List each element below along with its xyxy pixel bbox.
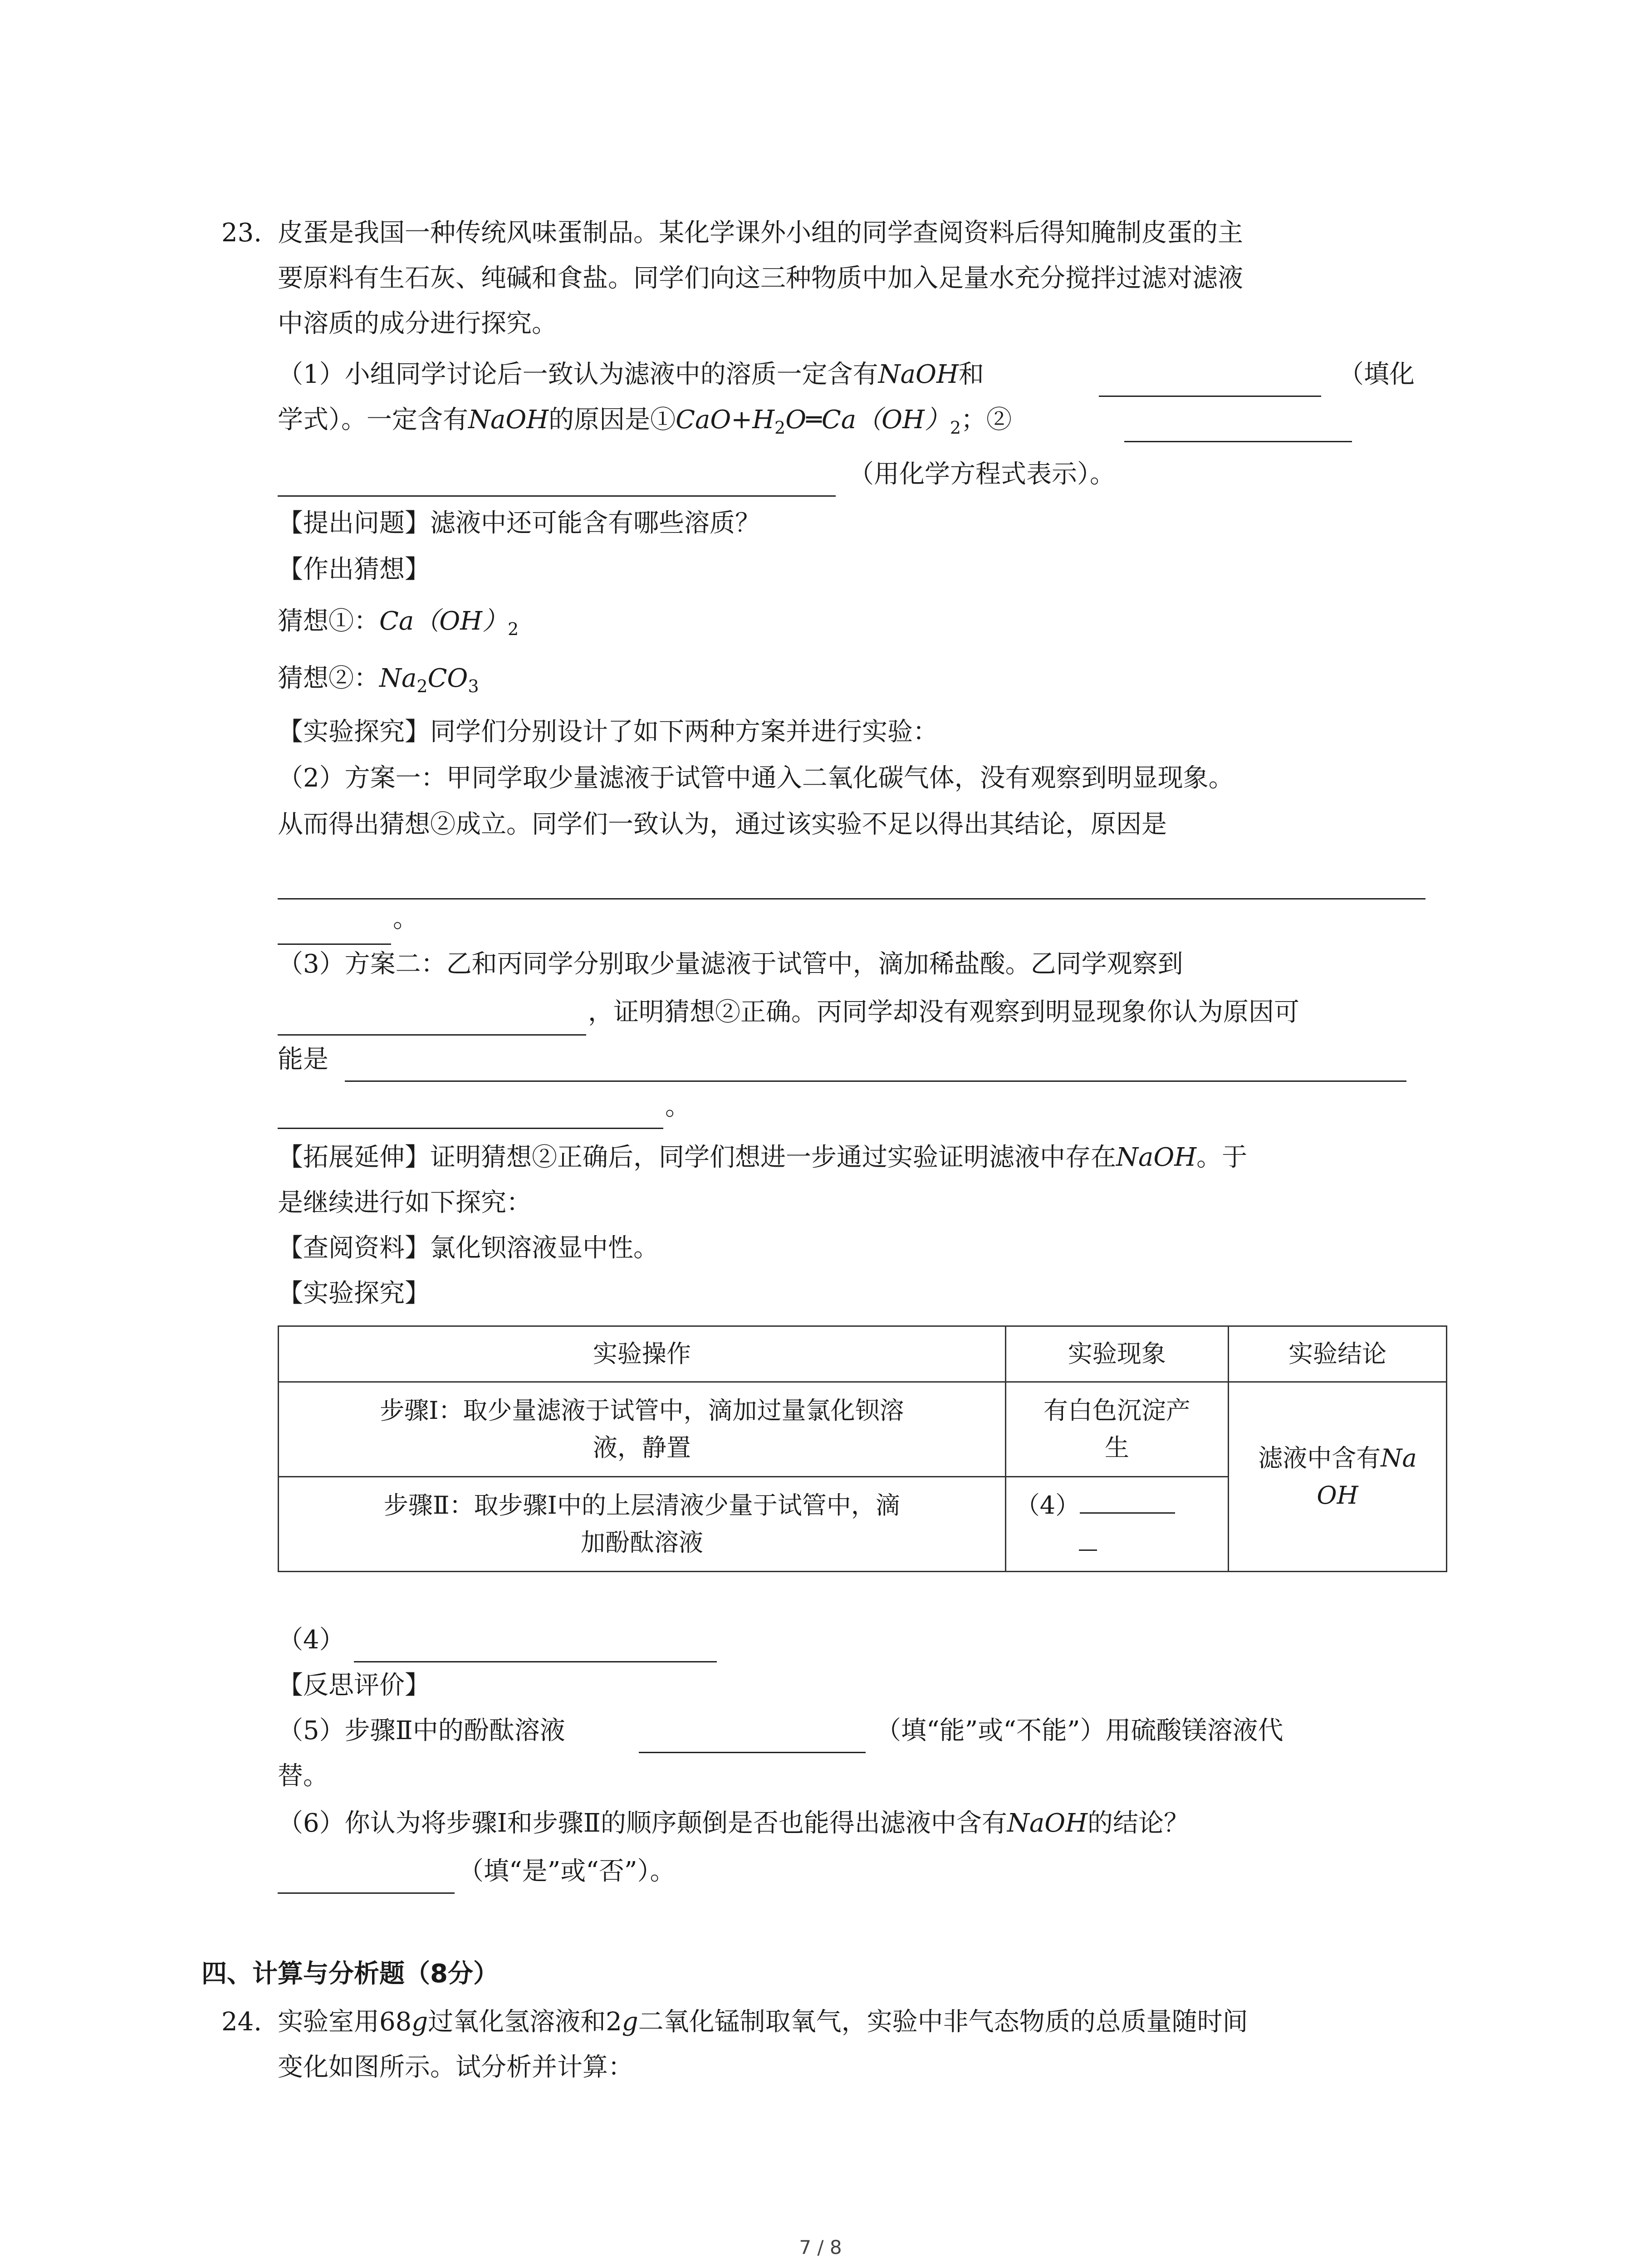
extension-line-1 [278,1141,1247,1174]
q23-part6-line-1 [278,1807,1189,1840]
q23-part6-note: （填“是”或“否”）。 [458,1857,676,1886]
q23-intro-line-3: 中溶质的成分进行探究。 [278,309,557,338]
table-row [279,1382,1447,1477]
conclusion-cell [1229,1382,1447,1572]
q24-text-c: 二氧化锰制取氧气，实验中非气态物质的总质量随时间 [638,2007,1248,2037]
answer-blank-2b[interactable] [278,472,836,497]
step1-operation-line-2: 液，静置 [593,1433,691,1462]
header-phenomenon: 实验现象 [1005,1326,1228,1382]
q23-part3-line-3: 能是 [278,1045,328,1074]
guess-1-label: 猜想①： [278,606,379,636]
q24-line-2: 变化如图所示。试分析并计算： [278,2053,633,2082]
answer-blank-5a[interactable] [345,1057,1406,1082]
q23-number: 23. [221,218,262,248]
q23-part1-text-f: ；② [961,405,1012,435]
equation-part-2: O═Ca（OH） [785,405,950,435]
q23-part6-text-b: 的结论？ [1087,1809,1189,1838]
guess-2-label: 猜想②： [278,664,379,693]
step1-operation [279,1382,1006,1477]
step2-operation-line-1: 步骤Ⅱ：取步骤Ⅰ中的上层清液少量于试管中，滴 [383,1491,900,1520]
q23-part5-b: （填“能”或“不能”）用硫酸镁溶液代 [876,1716,1283,1745]
q23-part1-text-d: 学式）。一定含有 [278,405,468,435]
header-conclusion: 实验结论 [1229,1326,1447,1382]
explore-heading-2: 【实验探究】 [278,1279,430,1308]
answer-blank-table-cont[interactable] [1079,1529,1097,1551]
step2-phenomenon [1005,1477,1228,1572]
ask-question: 【提出问题】滤液中还可能含有哪些溶质？ [278,508,760,538]
q23-part4-label: （4） [278,1625,345,1655]
step2-phenomenon-label: （4） [1015,1491,1080,1520]
step1-phenomenon-line-2: 生 [1104,1433,1129,1462]
q23-part1-fill-note: （填化 [1338,360,1415,389]
answer-blank-1[interactable] [1099,372,1321,397]
extension-text: 【拓展延伸】证明猜想②正确后，同学们想进一步通过实验证明滤液中存在 [278,1143,1116,1172]
period-2: 。 [665,1092,691,1121]
q23-part2-line-1: （2）方案一：甲同学取少量滤液于试管中通入二氧化碳气体，没有观察到明显现象。 [278,763,1234,793]
q23-intro-line-1: 皮蛋是我国一种传统风味蛋制品。某化学课外小组的同学查阅资料后得知腌制皮蛋的主 [278,218,1243,248]
naoh-formula-2: NaOH [468,405,549,435]
q23-part2-line-2: 从而得出猜想②成立。同学们一致认为，通过该实验不足以得出其结论，原因是 [278,810,1167,839]
guess-2-formula-a: Na [379,664,417,693]
answer-blank-7[interactable] [639,1728,866,1753]
answer-blank-2a[interactable] [1124,417,1352,442]
conclusion-formula-a: Na [1381,1443,1417,1472]
experiment-table [278,1325,1447,1572]
answer-blank-5b[interactable] [278,1104,663,1129]
q24-text-b: 过氧化氢溶液和2 [428,2007,622,2037]
q23-part1-text-e: 的原因是① [549,405,676,435]
naoh-formula: NaOH [878,360,959,389]
q23-part5-c: 替。 [278,1761,328,1791]
q23-intro-line-2: 要原料有生石灰、纯碱和食盐。同学们向这三种物质中加入足量水充分搅拌过滤对滤液 [278,264,1243,293]
answer-blank-3b[interactable] [278,920,391,945]
q24-number: 24. [221,2007,262,2037]
step1-operation-line-1: 步骤Ⅰ：取少量滤液于试管中，滴加过量氯化钡溶 [380,1396,904,1425]
answer-blank-table[interactable] [1080,1491,1175,1514]
gram-unit-2: g [622,2007,638,2037]
guess-1-formula: Ca（OH） [379,606,508,636]
conclusion-formula-b: OH [1317,1481,1358,1510]
q23-part3-line-2: ，证明猜想②正确。丙同学却没有观察到明显现象你认为原因可 [588,997,1299,1027]
q23-part6-text-a: （6）你认为将步骤Ⅰ和步骤Ⅱ的顺序颠倒是否也能得出滤液中含有 [278,1809,1007,1838]
page-number: 7 / 8 [799,2236,842,2258]
q23-part1-text-a: （1）小组同学讨论后一致认为滤液中的溶质一定含有 [278,360,878,389]
explore-heading: 【实验探究】同学们分别设计了如下两种方案并进行实验： [278,717,938,747]
answer-blank-3a[interactable] [278,875,1425,899]
equation-part-1: CaO+H [676,405,775,435]
make-guess: 【作出猜想】 [278,555,430,584]
q24-line-1 [278,2006,1248,2038]
conclusion-text: 滤液中含有 [1258,1443,1381,1472]
extension-line-2: 是继续进行如下探究： [278,1188,532,1217]
step2-operation [279,1477,1006,1572]
reflect-heading: 【反思评价】 [278,1671,430,1700]
naoh-formula-3: NaOH [1116,1143,1197,1172]
period-1: 。 [393,904,418,934]
header-operation: 实验操作 [279,1326,1006,1382]
q23-part1-line-1 [278,358,984,391]
guess-2: 猜想②：$Na_2CO_3$ [278,664,479,696]
guess-2-formula-b: CO [427,664,468,693]
section-4-title: 四、计算与分析题（8分） [201,1959,499,1989]
q23-part3-line-1: （3）方案二：乙和丙同学分别取少量滤液于试管中，滴加稀盐酸。乙同学观察到 [278,949,1183,979]
step1-phenomenon-line-1: 有白色沉淀产 [1043,1396,1190,1425]
answer-blank-6[interactable] [354,1637,717,1662]
guess-1: 猜想①：$Ca(OH)_2$ [278,606,519,639]
q23-part5-a: （5）步骤Ⅱ中的酚酞溶液 [278,1716,565,1745]
naoh-formula-4: NaOH [1007,1809,1087,1838]
step2-operation-line-2: 加酚酞溶液 [580,1528,703,1557]
answer-blank-8[interactable] [278,1869,455,1894]
table-header-row [279,1326,1447,1382]
reference-info: 【查阅资料】氯化钡溶液显中性。 [278,1233,659,1263]
q23-part1-line-2: 学式）。一定含有NaOH的原因是$①CaO+H_2O═Ca(OH)_2$；② [278,405,1012,438]
q24-text-a: 实验室用68 [278,2007,412,2037]
step1-phenomenon [1005,1382,1228,1477]
q23-part1-eq-note: （用化学方程式表示）。 [848,459,1115,489]
gram-unit-1: g [411,2007,428,2037]
q23-part1-text-b: 和 [958,360,984,389]
answer-blank-4[interactable] [278,1011,586,1036]
extension-text-b: 。于 [1196,1143,1248,1172]
